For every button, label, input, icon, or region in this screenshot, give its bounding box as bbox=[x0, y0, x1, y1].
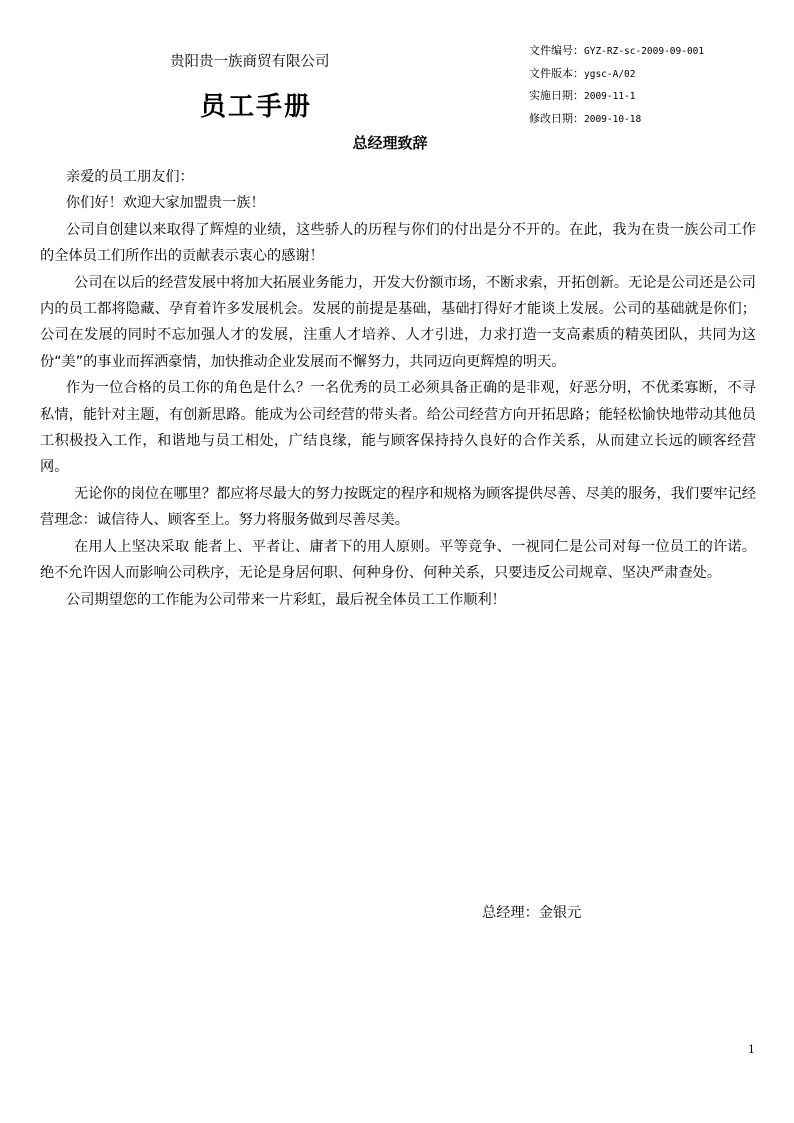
meta-row-file-number bbox=[529, 40, 704, 63]
meta-value: ygsc-A/02 bbox=[584, 68, 636, 80]
page-number: 1 bbox=[748, 1043, 755, 1056]
meta-row-file-version bbox=[529, 63, 704, 86]
letter-body bbox=[40, 164, 756, 613]
paragraph: 公司在以后的经营发展中将加大拓展业务能力，开发大份额市场，不断求索，开拓创新。无论是公司还是公司内的员工都将隐藏、孕育着许多发展机会。发展的前提是基础，基础打得好才能谈上发展。公司的基础就是你们；公司在发展的同时不忘加强人才的发展，注重人才培养、人才引进，力求打造一支高素质的精英团队，共同为这份“美”的事业而挥洒豪情，加快推动企业发展而不懈努力，共同迈向更辉煌的明天。 bbox=[40, 274, 756, 370]
meta-label: 文件编号： bbox=[529, 44, 584, 57]
letter-heading: 总经理致辞 bbox=[352, 134, 428, 152]
meta-value: 2009-10-18 bbox=[584, 113, 642, 125]
meta-label: 文件版本： bbox=[529, 66, 584, 80]
paragraph: 公司期望您的工作能为公司带来一片彩虹，最后祝全体员工工作顺利！ bbox=[66, 591, 506, 608]
signature: 总经理：金银元 bbox=[482, 905, 582, 921]
document-meta-block bbox=[529, 40, 704, 130]
meta-label: 实施日期： bbox=[529, 89, 584, 102]
meta-label: 修改日期： bbox=[529, 111, 584, 125]
meta-value: 2009-11-1 bbox=[584, 91, 636, 102]
meta-row-effective-date bbox=[529, 85, 704, 108]
paragraph: 作为一位合格的员工你的角色是什么？一名优秀的员工必须具备正确的是非观，好恶分明，不优柔寡断，不寻私情，能针对主题，有创新思路。能成为公司经营的带头者。给公司经营方向开拓思路；能轻松愉快地带动其他员工积极投入工作，和谐地与员工相处，广结良缘，能与顾客保持持久良好的合作关系，从而建立长远的顾客经营网。 bbox=[40, 380, 756, 476]
paragraph: 在用人上坚决采取 能者上、平者让、庸者下的用人原则。平等竞争、一视同仁是公司对每一位员工的许诺。绝不允许因人而影响公司秩序，无论是身居何职、何种身份、何种关系，只要违反公司规章、坚决严肃查处。 bbox=[40, 538, 756, 582]
paragraph: 无论你的岗位在哪里？都应将尽最大的努力按既定的程序和规格为顾客提供尽善、尽美的服务，我们要牢记经营理念：诚信待人、顾客至上。努力将服务做到尽善尽美。 bbox=[40, 485, 756, 529]
paragraph: 公司自创建以来取得了辉煌的业绩，这些骄人的历程与你们的付出是分不开的。在此，我为在贵一族公司工作的全体员工们所作出的贡献表示衷心的感谢！ bbox=[40, 221, 756, 265]
salutation: 亲爱的员工朋友们： bbox=[66, 169, 194, 185]
meta-value: GYZ-RZ-sc-2009-09-001 bbox=[584, 46, 705, 57]
greeting: 你们好！欢迎大家加盟贵一族！ bbox=[66, 195, 265, 212]
company-name: 贵阳贵一族商贸有限公司 bbox=[170, 54, 330, 70]
manual-title: 员工手册 bbox=[200, 92, 313, 122]
meta-row-revision-date bbox=[529, 108, 704, 131]
